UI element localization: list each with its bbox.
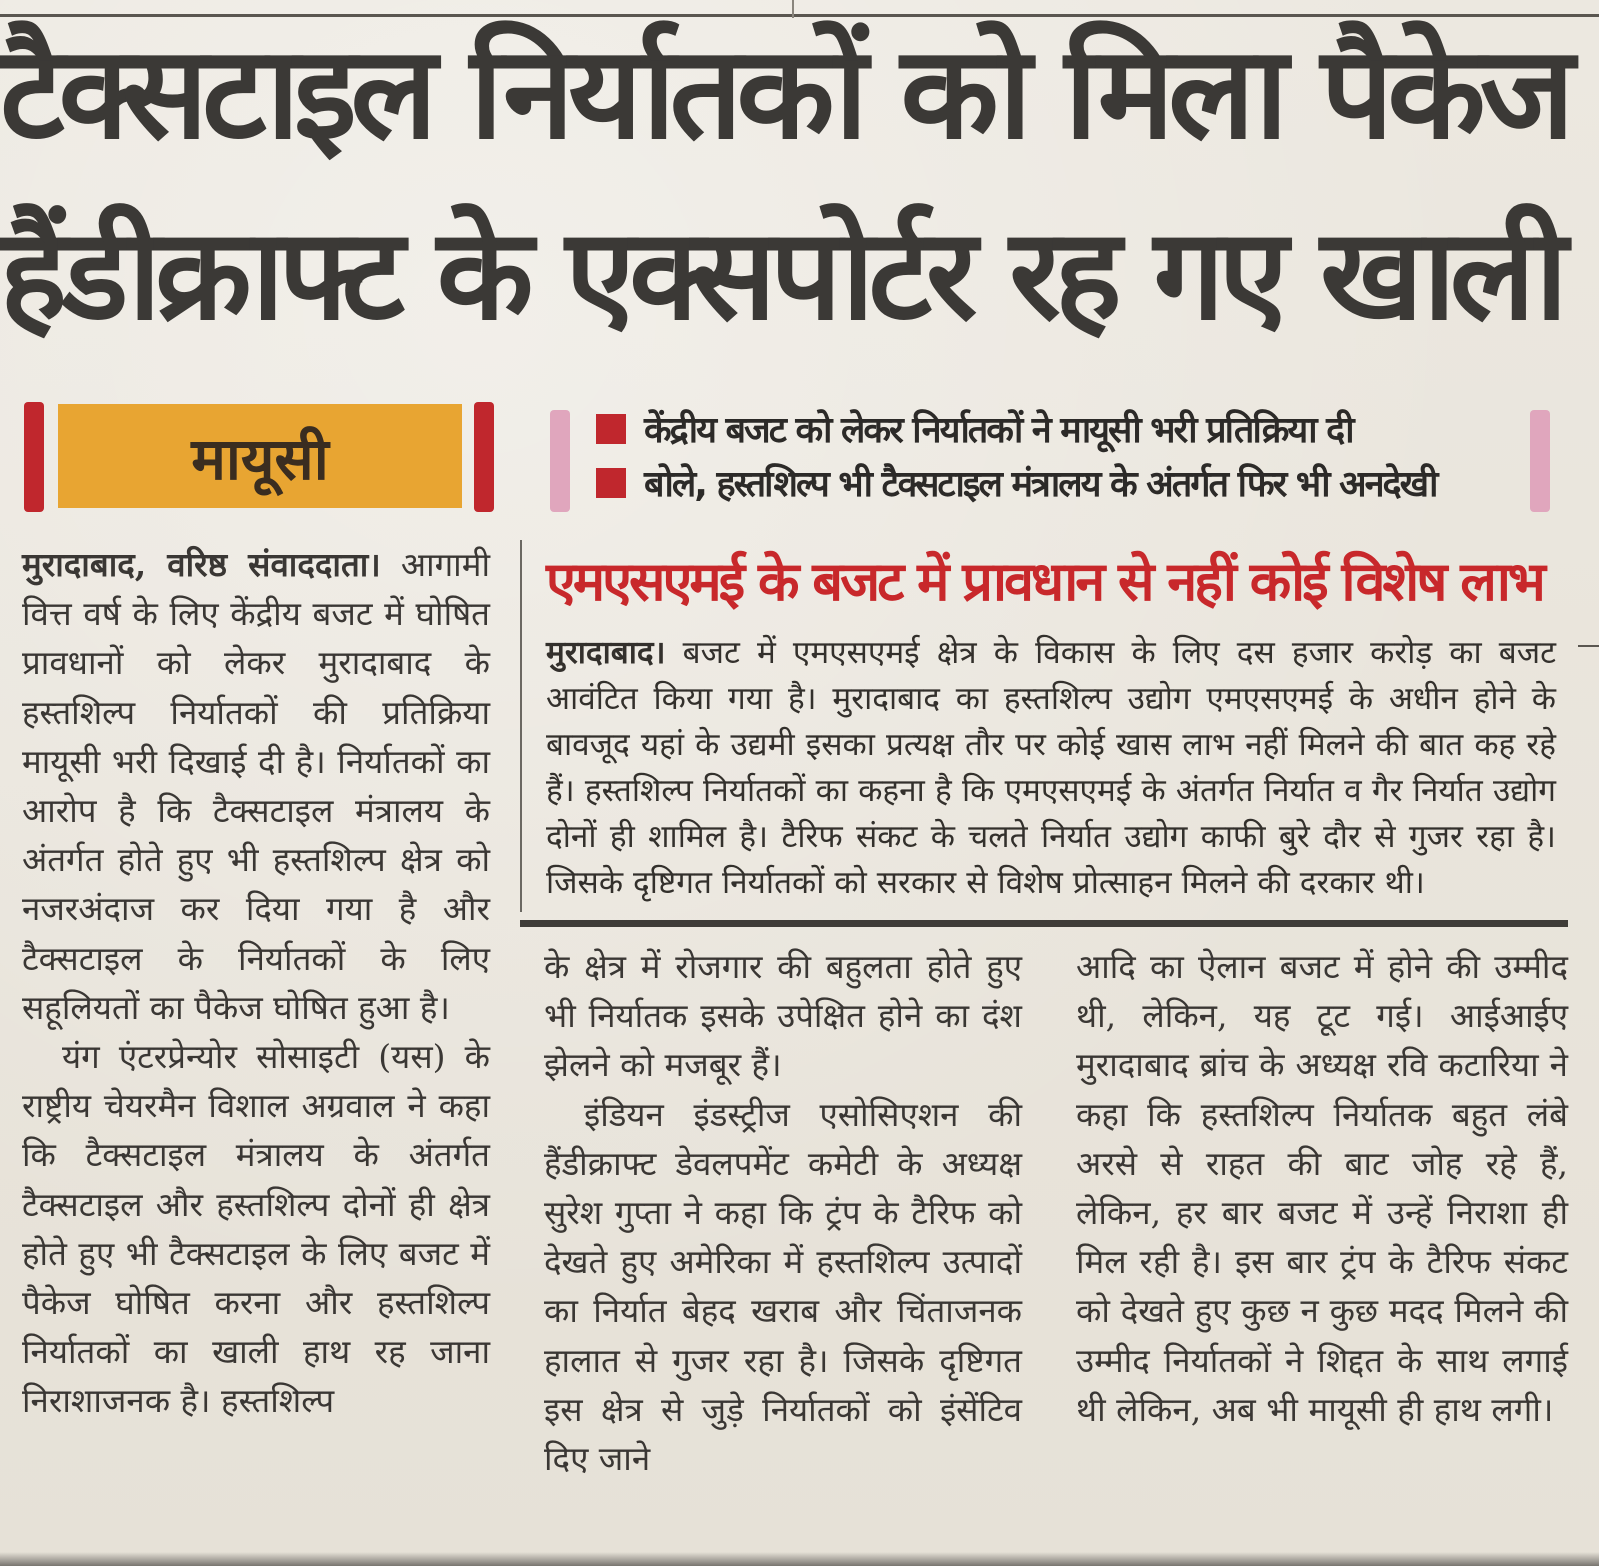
mayusi-tag [24, 402, 494, 512]
boxed-story-dateline: मुरादाबाद। [546, 634, 666, 671]
left-column-para-1-text: आगामी वित्त वर्ष के लिए केंद्रीय बजट में घोषित प्रावधानों को लेकर मुरादाबाद के हस्तशिल्प निर्यातकों की प्रतिक्रिया मायूसी भरी दिखाई दी है। निर्यातकों का आरोप है कि टैक्सटाइल मंत्रालय के अंतर्गत होते हुए भी हस्तशिल्प क्षेत्र को नजरअंदाज कर दिया गया है और टैक्सटाइल के निर्यातकों के लिए सहूलियतों का पैकेज घोषित हुआ है। [22, 545, 490, 1027]
boxed-story-body [546, 630, 1556, 907]
highlight-bullets [550, 398, 1550, 516]
middle-column-para-2: इंडियन इंडस्ट्रीज एसोसिएशन की हैंडीक्राफ्ट डेवलपमेंट कमेटी के अध्यक्ष सुरेश गुप्ता ने कहा कि ट्रंप के टैरिफ को देखते हुए अमेरिका में हस्तशिल्प उत्पादों का निर्यात बेहद खराब और चिंताजनक हालात से गुजर रहा है। जिसके दृष्टिगत इस क्षेत्र से जुड़े निर्यातकों को इंसेंटिव दिए जाने [544, 1094, 1022, 1479]
left-column-para-1 [22, 540, 490, 1032]
tag-box [58, 404, 462, 508]
bullets-edge-right [1530, 410, 1550, 512]
boxed-story-headline: एमएसएमई के बजट में प्रावधान से नहीं कोई विशेष लाभ [546, 550, 1543, 613]
middle-column-para-1: के क्षेत्र में रोजगार की बहुलता होते हुए भी निर्यातक इसके उपेक्षित होने का दंश झेलने को मजबूर हैं। [544, 947, 1022, 1085]
tag-bar-right [474, 402, 494, 512]
top-rule [0, 14, 1599, 17]
right-column-para-1: आदि का ऐलान बजट में होने की उम्मीद थी, लेकिन, यह टूट गई। आईआईए मुरादाबाद ब्रांच के अध्यक्ष रवि कटारिया ने कहा कि हस्तशिल्प निर्यातक बहुत लंबे अरसे से राहत की बाट जोह रहे हैं, लेकिन, हर बार बजट में उन्हें निराशा ही मिल रही है। इस बार ट्रंप के टैरिफ संकट को देखते हुए कुछ न कुछ मदद मिलने की उम्मीद निर्यातकों ने शिद्दत के साथ लगाई थी लेकिन, अब भी मायूसी ही हाथ लगी। [1076, 947, 1568, 1429]
bullet-text: केंद्रीय बजट को लेकर निर्यातकों ने मायूसी भरी प्रतिक्रिया दी [644, 410, 1353, 451]
top-column-divider [792, 0, 794, 18]
bullet-square-icon [596, 468, 626, 498]
right-column [1076, 942, 1568, 1434]
bullet-item [596, 404, 1353, 453]
bullet-square-icon [596, 414, 626, 444]
boxed-story-text: बजट में एमएसएमई क्षेत्र के विकास के लिए दस हजार करोड़ का बजट आवंटित किया गया है। मुरादाबाद का हस्तशिल्प उद्योग एमएसएमई के अधीन होने के बावजूद यहां के उद्यमी इसका प्रत्यक्ष तौर पर कोई खास लाभ नहीं मिलने की बात कह रहे हैं। हस्तशिल्प निर्यातकों का कहना है कि एमएसएमई के अंतर्गत निर्यात व गैर निर्यात उद्योग दोनों ही शामिल है। टैरिफ संकट के चलते निर्यात उद्योग काफी बुरे दौर से गुजर रहा है। जिसके दृष्टिगत निर्यातकों को सरकार से विशेष प्रोत्साहन मिलने की दरकार थी। [546, 635, 1556, 902]
left-column-para-2: यंग एंटरप्रेन्योर सोसाइटी (यस) के राष्ट्रीय चेयरमैन विशाल अग्रवाल ने कहा कि टैक्सटाइल मंत्रालय के अंतर्गत टैक्सटाइल और हस्तशिल्प दोनों ही क्षेत्र होते हुए भी टैक्सटाइल के लिए बजट में पैकेज घोषित करना और हस्तशिल्प निर्यातकों का खाली हाथ रह जाना निराशाजनक है। हस्तशिल्प [22, 1037, 490, 1421]
main-headline-line-2: हैंडीक्राफ्ट के एक्सपोर्टर रह गए खाली [0, 201, 1562, 348]
bullet-item [596, 458, 1436, 507]
boxed-story [520, 540, 1570, 912]
tag-label: मायूसी [191, 424, 329, 493]
bullets-edge-left [550, 410, 570, 512]
bullet-text: बोले, हस्तशिल्प भी टैक्सटाइल मंत्रालय के अंतर्गत फिर भी अनदेखी [644, 464, 1437, 505]
dateline: मुरादाबाद, वरिष्ठ संवाददाता। [22, 545, 381, 584]
bottom-shadow [0, 1552, 1599, 1566]
boxed-story-bottom-rule [520, 920, 1568, 927]
edge-mark [1578, 645, 1599, 647]
main-headline-line-1: टैक्सटाइल निर्यातकों को मिला पैकेज [0, 19, 1569, 168]
left-column [22, 540, 490, 1426]
tag-bar-left [24, 402, 44, 512]
middle-column [544, 942, 1022, 1483]
